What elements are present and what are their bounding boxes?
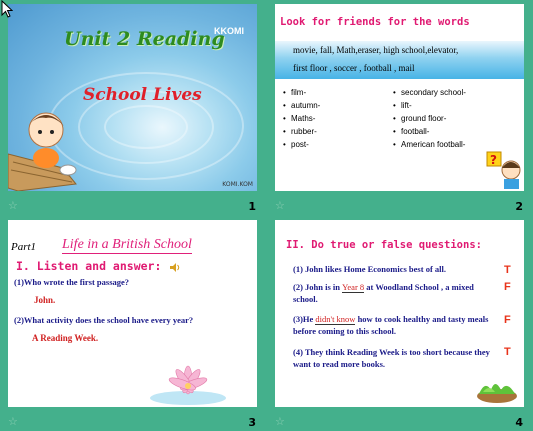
fill-in-answer: didn't know	[315, 314, 356, 324]
slide-1-title: Unit 2 Reading	[64, 28, 225, 50]
slide-2-thumbnail[interactable]	[267, 0, 533, 215]
list-item: • Maths-	[283, 114, 316, 123]
statement-2: (2) John is in Year 8 at Woodland School , a mixed school.	[293, 282, 474, 304]
slide-1-canvas	[8, 4, 257, 191]
question-boy-illustration	[485, 150, 523, 190]
star-icon: ☆	[8, 415, 18, 428]
svg-text:?: ?	[490, 153, 497, 167]
lotus-flower-illustration	[148, 356, 228, 406]
slide-4-canvas	[275, 220, 524, 407]
slide-number: 2	[515, 200, 523, 213]
statement-1: (1) John likes Home Economics best of all.	[293, 264, 446, 274]
list-item: • lift-	[393, 101, 412, 110]
british-words-list	[283, 86, 320, 151]
image-credit: KOMI.KOM	[222, 181, 253, 188]
brand-logo: KKOMI	[214, 26, 244, 36]
answer-1: John.	[34, 295, 56, 305]
slide-1-subtitle: School Lives	[83, 85, 202, 105]
star-icon: ☆	[275, 199, 285, 212]
slide-4-thumbnail[interactable]	[267, 216, 533, 431]
fill-in-answer: Year 8	[342, 282, 365, 292]
slide-number: 1	[248, 200, 256, 213]
list-item: • rubber-	[283, 127, 317, 136]
answer-mark: T	[504, 264, 511, 276]
answer-mark: F	[504, 281, 511, 293]
statement-3: (3)He didn't know how to cook healthy and tasty meals before coming to this school.	[293, 314, 489, 336]
word-bank-bar	[275, 41, 524, 79]
slide-4-title: II. Do true or false questions:	[286, 239, 482, 251]
slide-number: 3	[248, 416, 256, 429]
question-1: (1)Who wrote the first passage?	[14, 277, 130, 287]
slide-3-heading: Life in a British School	[62, 237, 192, 252]
list-item: • secondary school-	[393, 88, 466, 97]
list-item: • film-	[283, 88, 307, 97]
slide-3-thumbnail[interactable]	[0, 216, 266, 431]
statement-4: (4) They think Reading Week is too short because they want to read more books.	[293, 347, 490, 369]
answer-2: A Reading Week.	[32, 333, 99, 343]
answer-mark: T	[504, 346, 511, 358]
star-icon: ☆	[275, 415, 285, 428]
mouse-cursor-icon	[1, 0, 13, 18]
speaker-icon[interactable]	[170, 263, 180, 272]
slide-number: 4	[515, 416, 523, 429]
british-words-list-2	[393, 86, 466, 151]
question-2: (2)What activity does the school have every year?	[14, 315, 194, 325]
slide-1-thumbnail[interactable]	[0, 0, 266, 215]
section-heading: I. Listen and answer:	[16, 259, 162, 273]
grass-island-illustration	[475, 376, 519, 404]
star-icon: ☆	[8, 199, 18, 212]
part-label: Part1	[11, 241, 37, 253]
list-item: • football-	[393, 127, 430, 136]
list-item: • post-	[283, 140, 309, 149]
list-item: • ground floor-	[393, 114, 447, 123]
slide-2-canvas	[275, 4, 524, 191]
slide-2-title: Look for friends for the words	[280, 16, 470, 28]
list-item: • autumn-	[283, 101, 321, 110]
answer-mark: F	[504, 314, 511, 326]
word-bank-line-2: first floor , soccer , football , mail	[293, 63, 415, 73]
list-item: • American football-	[393, 140, 466, 149]
word-bank-line-1: movie, fall, Math,eraser, high school,elevator,	[293, 45, 459, 55]
child-on-raft-illustration	[8, 104, 86, 191]
slide-3-canvas	[8, 220, 257, 407]
